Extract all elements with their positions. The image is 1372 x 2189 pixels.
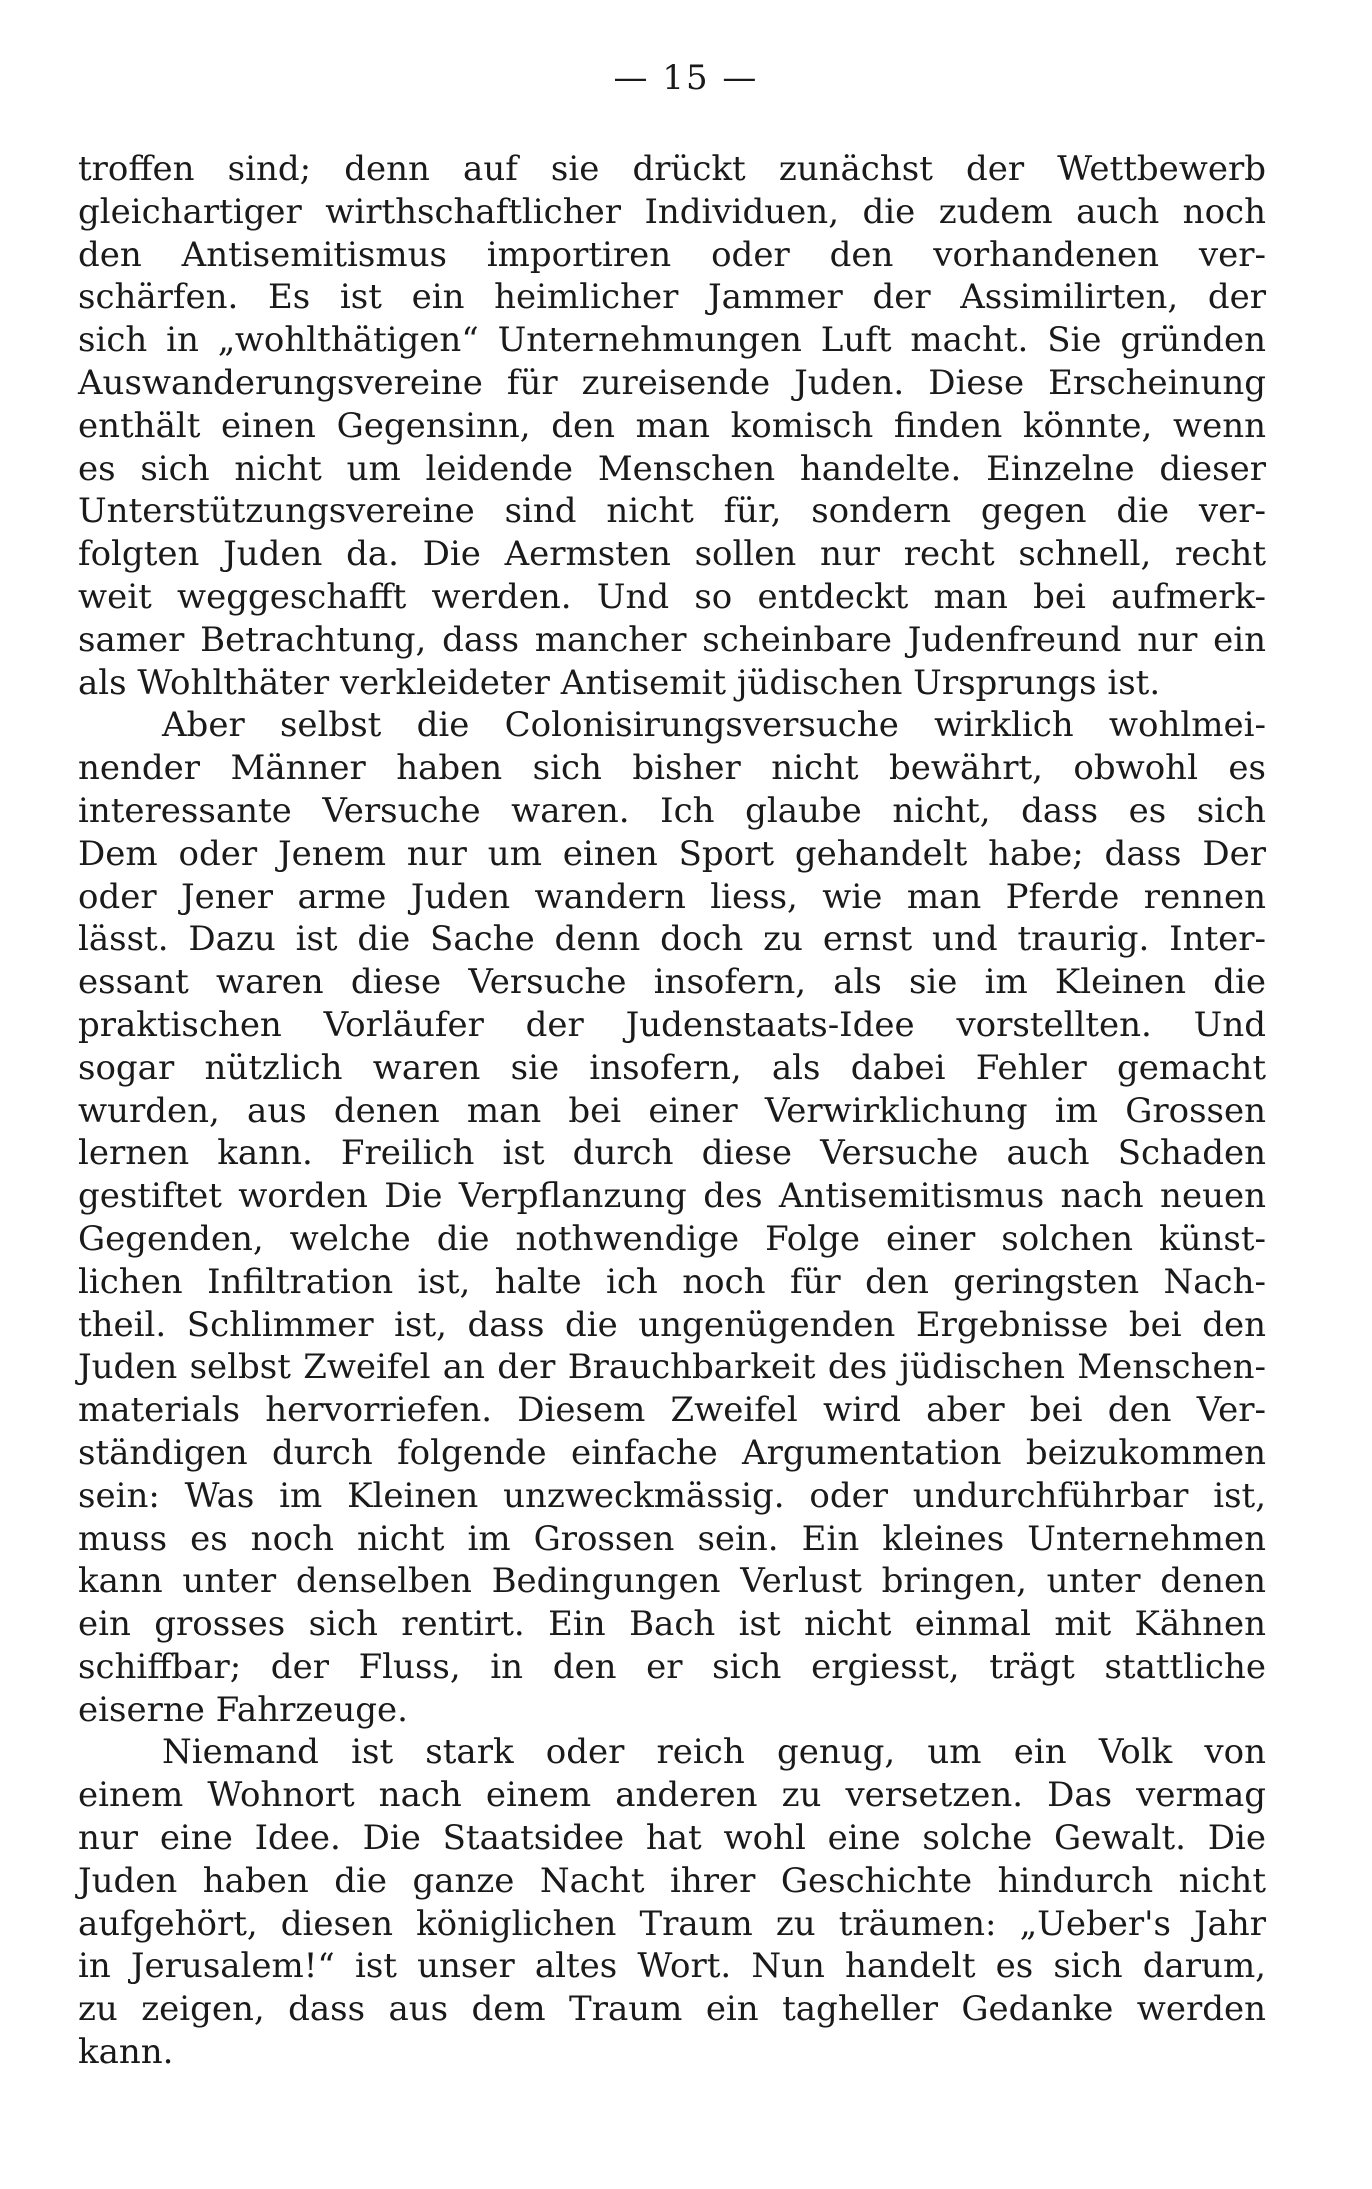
text-line: als Wohlthäter verkleideter Antisemit jüdischen Ursprungs ist.: [78, 662, 1161, 703]
text-line: in Jerusalem!“ ist unser altes Wort. Nun handelt es sich darum,: [78, 1946, 1266, 1987]
text-line: eiserne Fahrzeuge.: [78, 1689, 408, 1730]
text-line: materials hervorriefen. Diesem Zweifel wird aber bei den Ver-: [78, 1390, 1266, 1431]
text-line: Aber selbst die Colonisirungsversuche wirklich wohlmei-: [162, 705, 1266, 746]
text-line: sein: Was im Kleinen unzweckmässig. oder undurchführbar ist,: [78, 1475, 1266, 1516]
text-line: nender Männer haben sich bisher nicht bewährt, obwohl es: [78, 748, 1266, 789]
text-line: troffen sind; denn auf sie drückt zunächst der Wettbewerb: [78, 149, 1266, 189]
text-line: kann unter denselben Bedingungen Verlust bringen, unter denen: [78, 1561, 1266, 1602]
text-line: Juden haben die ganze Nacht ihrer Geschichte hindurch nicht: [78, 1860, 1266, 1901]
text-line: ein grosses sich rentirt. Ein Bach ist nicht einmal mit Kähnen: [78, 1604, 1266, 1645]
paragraph: [78, 148, 1266, 704]
text-line: Dem oder Jenem nur um einen Sport gehandelt habe; dass Der: [78, 833, 1266, 874]
text-line: muss es noch nicht im Grossen sein. Ein kleines Unternehmen: [78, 1518, 1266, 1559]
text-line: enthält einen Gegensinn, den man komisch finden könnte, wenn: [78, 405, 1266, 446]
text-line: weit weggeschafft werden. Und so entdeckt man bei aufmerk-: [78, 576, 1266, 617]
text-line: gleichartiger wirthschaftlicher Individuen, die zudem auch noch: [78, 191, 1266, 232]
text-line: Auswanderungsvereine für zureisende Juden. Diese Erscheinung: [78, 362, 1266, 403]
body-text: [78, 148, 1266, 2074]
text-line: nur eine Idee. Die Staatsidee hat wohl eine solche Gewalt. Die: [78, 1818, 1266, 1859]
text-line: schärfen. Es ist ein heimlicher Jammer der Assimilirten, der: [78, 277, 1266, 318]
text-line: es sich nicht um leidende Menschen handelte. Einzelne dieser: [78, 448, 1266, 489]
text-line: oder Jener arme Juden wandern liess, wie man Pferde rennen: [78, 876, 1266, 917]
text-line: gestiftet worden Die Verpflanzung des Antisemitismus nach neuen: [78, 1176, 1266, 1217]
text-line: Unterstützungsvereine sind nicht für, sondern gegen die ver-: [78, 491, 1266, 532]
text-line: lichen Infiltration ist, halte ich noch für den geringsten Nach-: [78, 1261, 1266, 1302]
text-line: samer Betrachtung, dass mancher scheinbare Judenfreund nur ein: [78, 619, 1266, 660]
text-line: zu zeigen, dass aus dem Traum ein tagheller Gedanke werden: [78, 1989, 1266, 2030]
page-number: — 15 —: [613, 58, 759, 98]
text-line: Niemand ist stark oder reich genug, um ein Volk von: [162, 1732, 1266, 1773]
text-line: sich in „wohlthätigen“ Unternehmungen Luft macht. Sie gründen: [78, 320, 1266, 361]
text-line: essant waren diese Versuche insofern, als sie im Kleinen die: [78, 962, 1266, 1003]
text-line: wurden, aus denen man bei einer Verwirklichung im Grossen: [78, 1090, 1266, 1131]
text-line: Juden selbst Zweifel an der Brauchbarkeit des jüdischen Menschen-: [78, 1347, 1266, 1388]
text-line: ständigen durch folgende einfache Argumentation beizukommen: [78, 1432, 1266, 1473]
text-line: schiffbar; der Fluss, in den er sich ergiesst, trägt stattliche: [78, 1646, 1266, 1687]
text-line: aufgehört, diesen königlichen Traum zu träumen: „Ueber's Jahr: [78, 1903, 1266, 1944]
text-line: einem Wohnort nach einem anderen zu versetzen. Das vermag: [78, 1775, 1266, 1816]
text-line: lernen kann. Freilich ist durch diese Versuche auch Schaden: [78, 1133, 1266, 1174]
text-line: sogar nützlich waren sie insofern, als dabei Fehler gemacht: [78, 1047, 1266, 1088]
paragraph: [78, 704, 1266, 1731]
text-line: theil. Schlimmer ist, dass die ungenügenden Ergebnisse bei den: [78, 1304, 1266, 1345]
text-line: kann.: [78, 2032, 174, 2073]
text-line: Gegenden, welche die nothwendige Folge einer solchen künst-: [78, 1218, 1266, 1259]
text-line: folgten Juden da. Die Aermsten sollen nur recht schnell, recht: [78, 534, 1266, 575]
text-line: praktischen Vorläufer der Judenstaats-Idee vorstellten. Und: [78, 1004, 1266, 1045]
text-line: interessante Versuche waren. Ich glaube nicht, dass es sich: [78, 790, 1266, 831]
text-line: den Antisemitismus importiren oder den vorhandenen ver-: [78, 234, 1266, 275]
paragraph: [78, 1731, 1266, 2073]
text-line: lässt. Dazu ist die Sache denn doch zu ernst und traurig. Inter-: [78, 919, 1266, 960]
